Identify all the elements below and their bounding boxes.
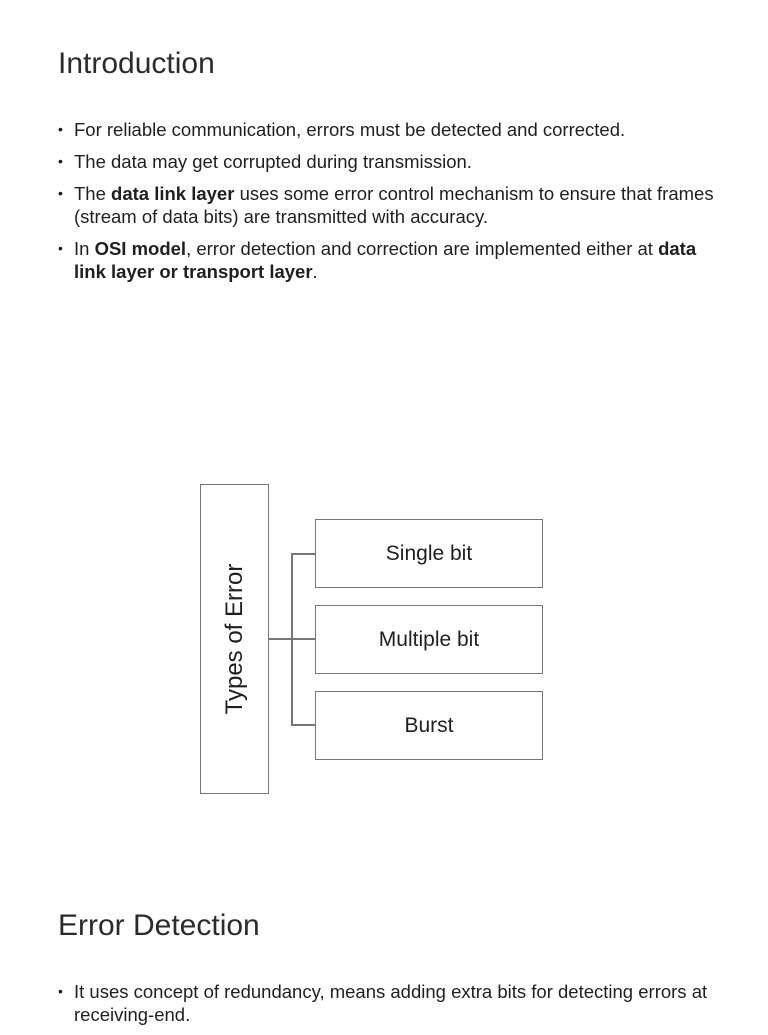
bullet-item (58, 118, 730, 141)
introduction-heading: Introduction (58, 47, 215, 80)
introduction-bullet-list (58, 118, 730, 292)
bullet-item (58, 150, 730, 173)
bullet-text: The (74, 183, 112, 204)
bullet-text: uses some error control mechanism to ensure that frames (stream of data bits) are transmitted with accuracy. (74, 183, 714, 227)
error-type-box: Single bit (315, 519, 543, 588)
bullet-text: It uses concept of redundancy, means adding extra bits for detecting errors at receiving-end. (74, 981, 708, 1025)
diagram-connector-branch (291, 724, 315, 726)
bullet-text: In (74, 238, 95, 259)
diagram-connector-spine (291, 553, 293, 725)
diagram-root-box (200, 484, 269, 794)
bullet-dot: • (58, 185, 63, 201)
error-type-box: Multiple bit (315, 605, 543, 674)
bullet-dot: • (58, 983, 63, 999)
bullet-dot: • (58, 121, 63, 137)
bullet-text: For reliable communication, errors must be detected and corrected. (74, 119, 626, 140)
bullet-item (58, 237, 730, 283)
bullet-text: The data may get corrupted during transmission. (74, 151, 472, 172)
error-detection-bullet-list (58, 980, 730, 1035)
bullet-item (58, 182, 730, 228)
diagram-connector-branch (291, 553, 315, 555)
diagram-root-label: Types of Error (220, 563, 248, 715)
bullet-dot: • (58, 153, 63, 169)
bullet-bold-text: OSI model (94, 238, 187, 259)
bullet-item (58, 980, 730, 1026)
bullet-text: , error detection and correction are implemented either at (186, 238, 659, 259)
error-type-box: Burst (315, 691, 543, 760)
bullet-dot: • (58, 240, 63, 256)
bullet-bold-text: data link layer (111, 183, 235, 204)
diagram-connector-stem (269, 638, 292, 640)
bullet-text: . (312, 261, 318, 282)
bullet-bold-text: data link layer or transport layer (74, 238, 697, 282)
diagram-connector-branch (291, 638, 315, 640)
error-detection-heading: Error Detection (58, 909, 260, 942)
